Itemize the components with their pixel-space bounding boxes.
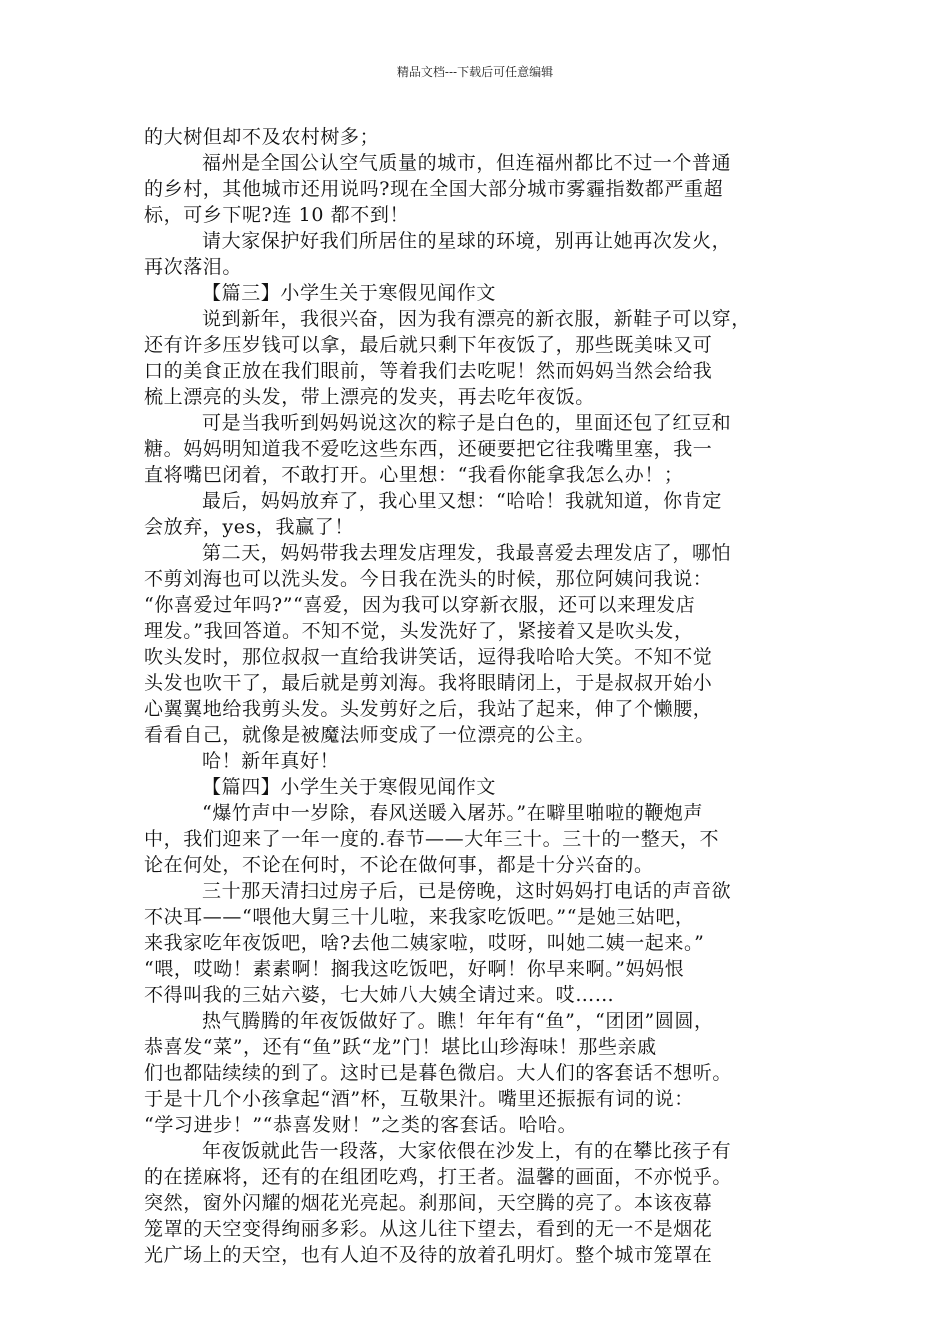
text-line: 的乡村，其他城市还用说吗?现在全国大部分城市雾霾指数都严重超 bbox=[144, 178, 724, 200]
text-line: “你喜爱过年吗?”“喜爱，因为我可以穿新衣服，还可以来理发店 bbox=[144, 594, 696, 616]
text-line: 【篇四】小学生关于寒假见闻作文 bbox=[202, 776, 497, 798]
text-line: 论在何处，不论在何时，不论在做何事，都是十分兴奋的。 bbox=[144, 854, 654, 876]
text-line: 第二天，妈妈带我去理发店理发，我最喜爱去理发店了，哪怕 bbox=[202, 542, 732, 564]
text-line: 来我家吃年夜饭吧，啥?去他二姨家啦，哎呀，叫她二姨一起来。” bbox=[144, 932, 705, 954]
text-line: 的大树但却不及农村树多； bbox=[144, 126, 380, 148]
text-line: 哈！新年真好！ bbox=[202, 750, 340, 772]
text-line: 突然，窗外闪耀的烟花光亮起。刹那间，天空腾的亮了。本该夜幕 bbox=[144, 1192, 713, 1214]
text-line: 还有许多压岁钱可以拿，最后就只剩下年夜饭了，那些既美味又可 bbox=[144, 334, 713, 356]
text-line: 口的美食正放在我们眼前，等着我们去吃呢！然而妈妈当然会给我 bbox=[144, 360, 713, 382]
text-line: 中，我们迎来了一年一度的.春节——大年三十。三十的一整天，不 bbox=[144, 828, 720, 850]
text-line: 直将嘴巴闭着，不敢打开。心里想：“我看你能拿我怎么办！； bbox=[144, 464, 684, 486]
text-line: 年夜饭就此告一段落，大家依偎在沙发上，有的在攀比孩子有 bbox=[202, 1140, 732, 1162]
text-line: 最后，妈妈放弃了，我心里又想：“哈哈！我就知道，你肯定 bbox=[202, 490, 722, 512]
text-line: 理发。”我回答道。不知不觉，头发洗好了，紧接着又是吹头发， bbox=[144, 620, 694, 642]
text-line: 笼罩的天空变得绚丽多彩。从这儿往下望去，看到的无一不是烟花 bbox=[144, 1218, 713, 1240]
text-line: 请大家保护好我们所居住的星球的环境，别再让她再次发火， bbox=[202, 230, 732, 252]
text-line: 光广场上的天空，也有人迫不及待的放着孔明灯。整个城市笼罩在 bbox=[144, 1244, 713, 1266]
text-line: 吹头发时，那位叔叔一直给我讲笑话，逗得我哈哈大笑。不知不觉 bbox=[144, 646, 713, 668]
text-line: 不决耳——“喂他大舅三十儿啦，来我家吃饭吧。”“是她三姑吧， bbox=[144, 906, 695, 928]
text-line: 看看自己，就像是被魔法师变成了一位漂亮的公主。 bbox=[144, 724, 595, 746]
text-line: “爆竹声中一岁除，春风送暖入屠苏。”在噼里啪啦的鞭炮声 bbox=[202, 802, 704, 824]
text-line: 心翼翼地给我剪头发。头发剪好之后，我站了起来，伸了个懒腰， bbox=[144, 698, 713, 720]
text-line: 标，可乡下呢?连 10 都不到！ bbox=[144, 204, 410, 226]
text-line: 恭喜发“菜”，还有“鱼”跃“龙”门！堪比山珍海味！那些亲戚 bbox=[144, 1036, 657, 1058]
text-line: “喂，哎呦！素素啊！搁我这吃饭吧，好啊！你早来啊。”妈妈恨 bbox=[144, 958, 685, 980]
text-line: 三十那天清扫过房子后，已是傍晚，这时妈妈打电话的声音欲 bbox=[202, 880, 732, 902]
text-line: 福州是全国公认空气质量的城市，但连福州都比不过一个普通 bbox=[202, 152, 732, 174]
text-line: 于是十几个小孩拿起“酒”杯，互敬果汁。嘴里还振振有词的说： bbox=[144, 1088, 694, 1110]
text-line: 【篇三】小学生关于寒假见闻作文 bbox=[202, 282, 497, 304]
text-line: 的在搓麻将，还有的在组团吃鸡，打王者。温馨的画面，不亦悦乎。 bbox=[144, 1166, 733, 1188]
text-line: 头发也吹干了，最后就是剪刘海。我将眼睛闭上，于是叔叔开始小 bbox=[144, 672, 713, 694]
text-line: 再次落泪。 bbox=[144, 256, 243, 278]
text-line: 梳上漂亮的头发，带上漂亮的发夹，再去吃年夜饭。 bbox=[144, 386, 595, 408]
text-line: 糖。妈妈明知道我不爱吃这些东西，还硬要把它往我嘴里塞，我一 bbox=[144, 438, 713, 460]
text-line: 热气腾腾的年夜饭做好了。瞧！年年有“鱼”，“团团”圆圆， bbox=[202, 1010, 714, 1032]
text-line: 不得叫我的三姑六婆，七大姉八大姨全请过来。哎…… bbox=[144, 984, 615, 1006]
text-line: 说到新年，我很兴奋，因为我有漂亮的新衣服，新鞋子可以穿， bbox=[202, 308, 751, 330]
text-line: “学习进步！”“恭喜发财！”之类的客套话。哈哈。 bbox=[144, 1114, 578, 1136]
document-body bbox=[144, 124, 806, 1268]
text-line: 不剪刘海也可以洗头发。今日我在洗头的时候，那位阿姨问我说： bbox=[144, 568, 713, 590]
page-header: 精品文档---下载后可任意编辑 bbox=[396, 65, 554, 79]
text-line: 可是当我听到妈妈说这次的粽子是白色的，里面还包了红豆和 bbox=[202, 412, 732, 434]
text-line: 会放弃，yes，我赢了！ bbox=[144, 516, 354, 538]
text-line: 们也都陆续续的到了。这时已是暮色微启。大人们的客套话不想听。 bbox=[144, 1062, 733, 1084]
